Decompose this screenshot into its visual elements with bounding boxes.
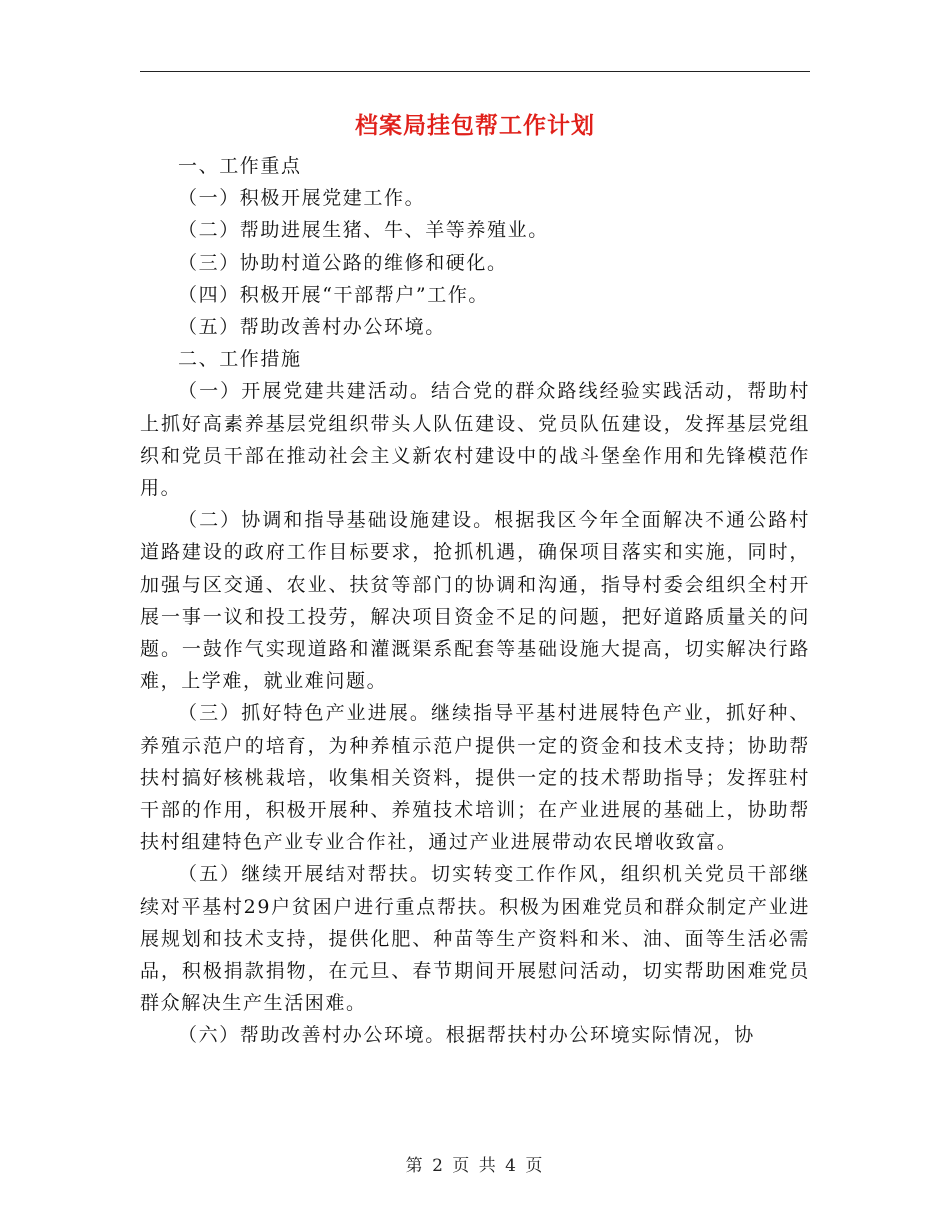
page-number-footer: 第 2 页 共 4 页	[405, 1156, 545, 1176]
paragraph: （一）开展党建共建活动。结合党的群众路线经验实践活动，帮助村上抓好高素养基层党组织带头人队伍建设、党员队伍建设，发挥基层党组织和党员干部在推动社会主义新农村建设中的战斗堡垒作用和先锋模范作用。	[140, 380, 810, 500]
list-item: （四）积极开展“干部帮户”工作。	[178, 283, 490, 306]
document-title: 档案局挂包帮工作计划	[355, 112, 595, 139]
paragraph: （六）帮助改善村办公环境。根据帮扶村办公环境实际情况，协	[178, 1024, 755, 1047]
paragraph: （三）抓好特色产业进展。继续指导平基村进展特色产业，抓好种、养殖示范户的培育，为种养植示范户提供一定的资金和技术支持；协助帮扶村搞好核桃栽培，收集相关资料，提供一定的技术帮助指导；发挥驻村干部的作用，积极开展种、养殖技术培训；在产业进展的基础上，协助帮扶村组建特色产业专业合作社，通过产业进展带动农民增收致富。	[140, 702, 810, 854]
paragraph: （二）协调和指导基础设施建设。根据我区今年全面解决不通公路村道路建设的政府工作目标要求，抢抓机遇，确保项目落实和实施，同时，加强与区交通、农业、扶贫等部门的协调和沟通，指导村委会组织全村开展一事一议和投工投劳，解决项目资金不足的问题，把好道路质量关的问题。一鼓作气实现道路和灌溉渠系配套等基础设施大提高，切实解决行路难，上学难，就业难问题。	[140, 509, 810, 693]
list-item: （三）协助村道公路的维修和硬化。	[178, 251, 508, 274]
section-heading-measures: 二、工作措施	[178, 348, 302, 371]
list-item: （五）帮助改善村办公环境。	[178, 316, 446, 339]
list-item: （一）积极开展党建工作。	[178, 187, 426, 210]
header-rule	[140, 71, 810, 72]
section-heading-focus: 一、工作重点	[178, 155, 302, 177]
document-body	[140, 150, 810, 1052]
list-item: （二）帮助进展生猪、牛、羊等养殖业。	[178, 219, 549, 242]
paragraph: （五）继续开展结对帮扶。切实转变工作作风，组织机关党员干部继续对平基村29户贫困户进行重点帮扶。积极为困难党员和群众制定产业进展规划和技术支持，提供化肥、种苗等生产资料和米、油、面等生活必需品，积极捐款捐物，在元旦、春节期间开展慰问活动，切实帮助困难党员群众解决生产生活困难。	[140, 863, 810, 1015]
